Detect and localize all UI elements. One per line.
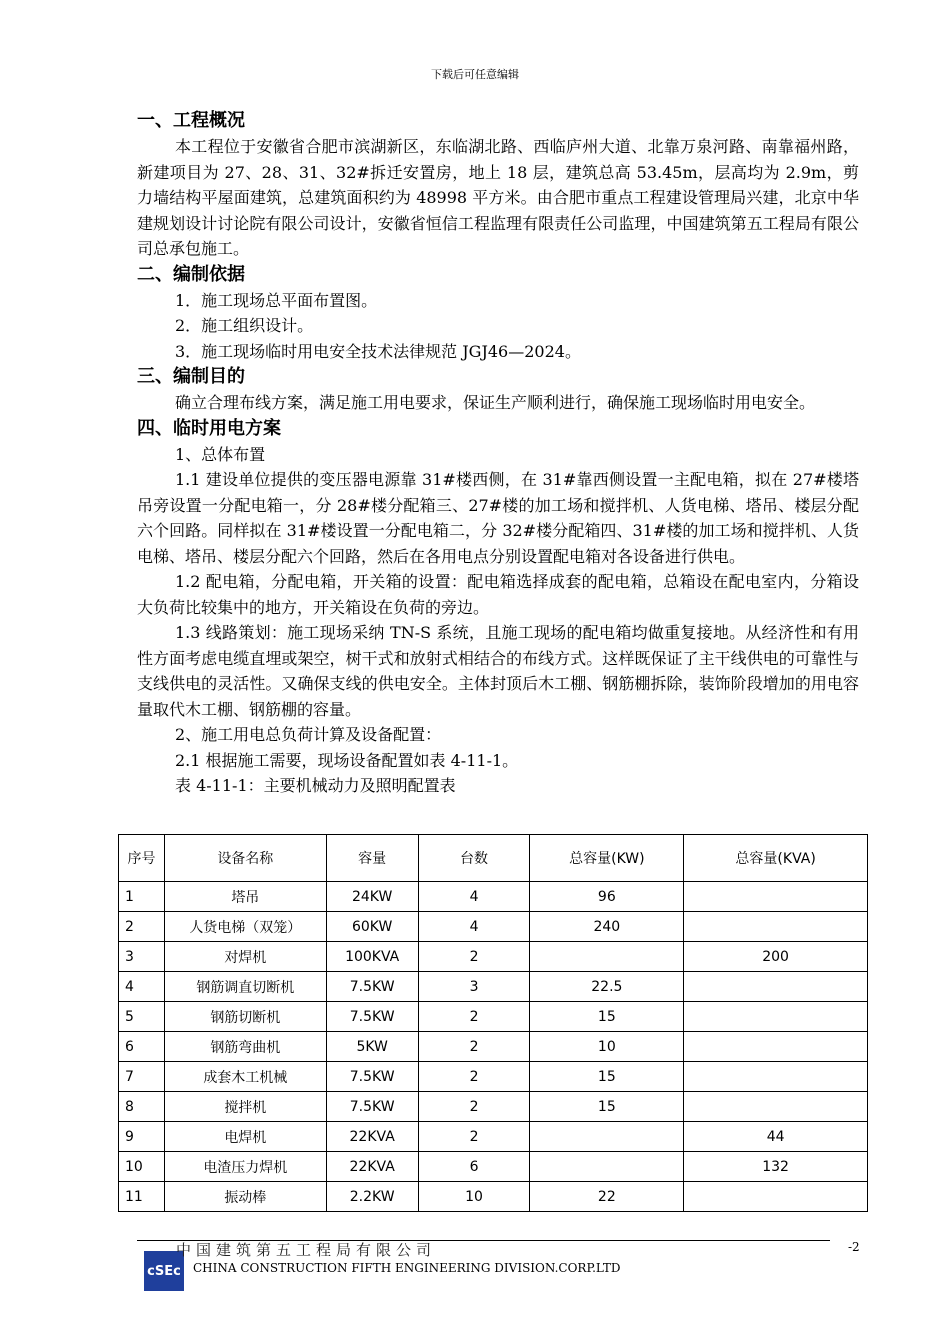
table-cell: 24KW — [326, 882, 418, 912]
table-cell: 22KVA — [326, 1152, 418, 1182]
table-cell: 60KW — [326, 912, 418, 942]
basis-item: 1．施工现场总平面布置图。 — [175, 290, 378, 310]
table-cell: 4 — [418, 912, 530, 942]
table-row — [119, 1122, 868, 1152]
table-header-row — [119, 835, 868, 882]
table-cell: 10 — [119, 1152, 165, 1182]
table-cell: 10 — [418, 1182, 530, 1212]
section-1-title: 一、工程概况 — [137, 110, 245, 131]
header-cell: 台数 — [418, 835, 530, 882]
table-cell: 振动棒 — [164, 1182, 326, 1212]
page-number: -2 — [848, 1240, 860, 1254]
paragraph-1-1: 1.1 建设单位提供的变压器电源靠 31#楼西侧，在 31#靠西侧设置一主配电箱，拟在 27#楼塔吊旁设置一分配电箱一，分 28#楼分配箱三、27#楼的加工场和搅拌机、人货电梯、塔吊、楼层分配六个回路。同样拟在 31#楼设置一分配电箱二，分 32#楼分配箱四、31#楼的加工场和搅拌机、人货电梯、塔吊、楼层分配六个回路，然后在各用电点分别设置配电箱对各设备进行供电。 — [137, 470, 859, 566]
table-cell: 11 — [119, 1182, 165, 1212]
table-cell — [684, 972, 868, 1002]
table-cell: 2 — [418, 1002, 530, 1032]
table-cell: 96 — [530, 882, 684, 912]
table-cell: 钢筋调直切断机 — [164, 972, 326, 1002]
section-2-title: 二、编制依据 — [137, 263, 245, 285]
table-cell: 2 — [418, 1092, 530, 1122]
table-cell: 4 — [119, 972, 165, 1002]
footer-company-cn: 中国建筑第五工程局有限公司 — [176, 1241, 437, 1259]
table-cell: 3 — [418, 972, 530, 1002]
table-cell: 2 — [418, 1062, 530, 1092]
basis-item: 2．施工组织设计。 — [175, 316, 314, 335]
section-3-body: 确立合理布线方案，满足施工用电要求，保证生产顺利进行，确保施工现场临时用电安全。 — [175, 393, 816, 412]
table-row — [119, 1062, 868, 1092]
table-cell: 2 — [418, 1122, 530, 1152]
table-cell: 7.5KW — [326, 1062, 418, 1092]
header-cell: 序号 — [119, 835, 165, 882]
header-cell: 容量 — [326, 835, 418, 882]
table-cell: 2 — [119, 912, 165, 942]
header-cell: 总容量(KVA) — [684, 835, 868, 882]
table-cell — [684, 912, 868, 942]
subsection-1-title: 1、总体布置 — [175, 444, 266, 464]
table-row — [119, 912, 868, 942]
table-cell: 22 — [530, 1182, 684, 1212]
table-body — [119, 882, 868, 1212]
table-cell: 8 — [119, 1092, 165, 1122]
table-cell: 132 — [684, 1152, 868, 1182]
table-row — [119, 1152, 868, 1182]
table-cell: 15 — [530, 1062, 684, 1092]
table-cell: 2 — [418, 1032, 530, 1062]
table-cell: 9 — [119, 1122, 165, 1152]
header-cell: 设备名称 — [164, 835, 326, 882]
basis-item: 3．施工现场临时用电安全技术法律规范 JGJ46—2024。 — [175, 341, 581, 361]
footer-company-en: CHINA CONSTRUCTION FIFTH ENGINEERING DIVISION.CORP.LTD — [193, 1261, 621, 1275]
table-cell: 2.2KW — [326, 1182, 418, 1212]
table-cell: 6 — [119, 1032, 165, 1062]
paragraph-2-1: 2.1 根据施工需要，现场设备配置如表 4-11-1。 — [175, 750, 519, 770]
table-row — [119, 972, 868, 1002]
table-cell: 6 — [418, 1152, 530, 1182]
table-cell: 对焊机 — [164, 942, 326, 972]
table-cell: 钢筋切断机 — [164, 1002, 326, 1032]
table-row — [119, 1002, 868, 1032]
table-row — [119, 882, 868, 912]
table-cell: 2 — [418, 942, 530, 972]
table-cell: 4 — [418, 882, 530, 912]
table-cell — [530, 942, 684, 972]
table-cell: 成套木工机械 — [164, 1062, 326, 1092]
table-cell: 200 — [684, 942, 868, 972]
table-cell: 15 — [530, 1002, 684, 1032]
section-1-body: 本工程位于安徽省合肥市滨湖新区，东临湖北路、西临庐州大道、北靠万泉河路、南靠福州路，新建项目为 27、28、31、32#拆迁安置房，地上 18 层，建筑总高 53.45m，层高均为 2.9m，剪力墙结构平屋面建筑，总建筑面积约为 48998 平方米。由合肥市重点工程建设管理局兴建，北京中华建规划设计讨论院有限公司设计，安徽省恒信工程监理有限责任公司监理，中国建筑第五工程局有限公司总承包施工。 — [137, 137, 859, 258]
table-cell: 15 — [530, 1092, 684, 1122]
table-cell: 电焊机 — [164, 1122, 326, 1152]
table-row — [119, 1182, 868, 1212]
paragraph-1-3: 1.3 线路策划：施工现场采纳 TN-S 系统，且施工现场的配电箱均做重复接地。从经济性和有用性方面考虑电缆直埋或架空，树干式和放射式相结合的布线方式。这样既保证了主干线供电的可靠性与支线供电的灵活性。又确保支线的供电安全。主体封顶后木工棚、钢筋棚拆除，装饰阶段增加的用电容量取代木工棚、钢筋棚的容量。 — [137, 623, 859, 719]
table-row — [119, 942, 868, 972]
table-cell: 人货电梯（双笼） — [164, 912, 326, 942]
table-caption: 表 4-11-1：主要机械动力及照明配置表 — [175, 776, 456, 795]
table-cell: 钢筋弯曲机 — [164, 1032, 326, 1062]
table-cell: 7.5KW — [326, 1002, 418, 1032]
table-cell: 1 — [119, 882, 165, 912]
table-cell: 7 — [119, 1062, 165, 1092]
table-cell — [684, 1032, 868, 1062]
logo-text: cSEc — [147, 1263, 181, 1279]
table-cell: 5 — [119, 1002, 165, 1032]
table-cell: 22.5 — [530, 972, 684, 1002]
table-cell: 塔吊 — [164, 882, 326, 912]
header-note: 下载后可任意编辑 — [431, 68, 519, 81]
table-cell: 5KW — [326, 1032, 418, 1062]
table-cell: 44 — [684, 1122, 868, 1152]
header-cell: 总容量(KW) — [530, 835, 684, 882]
subsection-2-title: 2、施工用电总负荷计算及设备配置： — [175, 725, 442, 744]
table-cell — [530, 1122, 684, 1152]
table-cell — [684, 882, 868, 912]
table-cell: 搅拌机 — [164, 1092, 326, 1122]
equipment-table — [118, 834, 868, 1212]
paragraph-1-2: 1.2 配电箱，分配电箱，开关箱的设置：配电箱选择成套的配电箱，总箱设在配电室内，分箱设大负荷比较集中的地方，开关箱设在负荷的旁边。 — [137, 572, 859, 617]
table-cell — [684, 1002, 868, 1032]
table-row — [119, 1092, 868, 1122]
table-cell: 电渣压力焊机 — [164, 1152, 326, 1182]
table-cell: 7.5KW — [326, 972, 418, 1002]
table-row — [119, 1032, 868, 1062]
table-cell: 3 — [119, 942, 165, 972]
section-3-title: 三、编制目的 — [137, 366, 245, 387]
table-cell: 240 — [530, 912, 684, 942]
document-body — [137, 108, 859, 799]
table-cell: 100KVA — [326, 942, 418, 972]
table-cell — [684, 1182, 868, 1212]
table-cell: 22KVA — [326, 1122, 418, 1152]
table-cell: 7.5KW — [326, 1092, 418, 1122]
table-cell — [530, 1152, 684, 1182]
table-cell — [684, 1062, 868, 1092]
section-4-title: 四、临时用电方案 — [137, 417, 281, 439]
table-cell: 10 — [530, 1032, 684, 1062]
table-cell — [684, 1092, 868, 1122]
